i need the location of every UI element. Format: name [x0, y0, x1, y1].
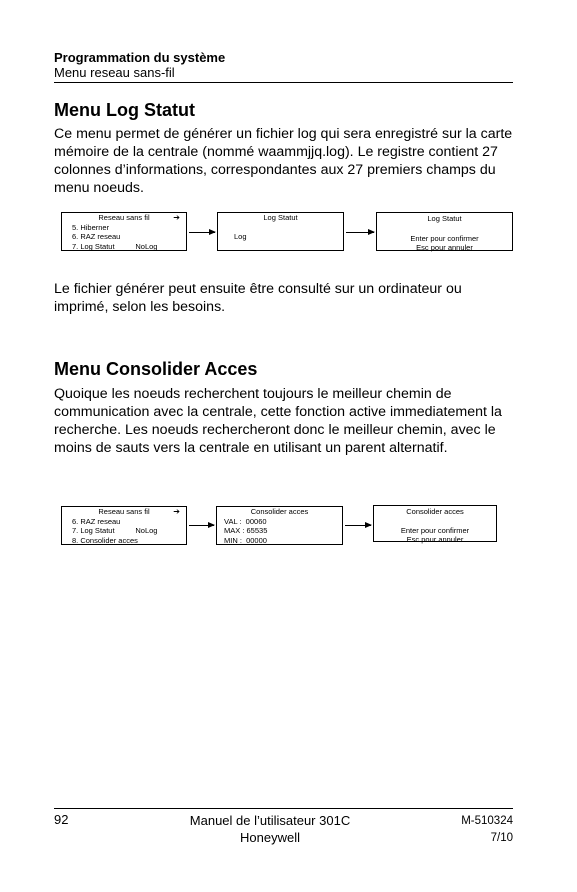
brand-name: Honeywell — [240, 830, 300, 845]
menu-box-log-statut — [217, 212, 344, 251]
menu-box-title: Log Statut — [427, 214, 462, 223]
menu-line: VAL : 00060 — [224, 516, 267, 526]
menu-line: MIN : 00000 — [224, 535, 267, 545]
flow-arrow-icon — [189, 525, 214, 526]
menu-line: 8. Consolider acces — [72, 535, 138, 545]
menu-line: 7. Log Statut NoLog — [72, 526, 158, 535]
menu-box-confirm — [373, 505, 497, 542]
menu-line: 7. Log Statut NoLog — [72, 241, 158, 251]
menu-box-confirm — [376, 212, 513, 251]
menu-line: 6. RAZ reseau — [72, 516, 121, 526]
manual-title: Manuel de l’utilisateur 301C — [189, 813, 351, 828]
footer-right — [461, 813, 513, 847]
header-divider — [54, 82, 513, 83]
menu-line: Enter pour confirmer — [410, 233, 479, 243]
menu-box-reseau — [61, 212, 187, 251]
menu-box-consolider — [216, 506, 343, 545]
menu-box-title: Consolider acces — [250, 507, 309, 516]
flow-arrow-icon — [189, 232, 215, 233]
menu-box-title: Consolider acces — [406, 507, 464, 516]
right-arrow-icon: ➔ — [173, 507, 180, 516]
document-version: 7/10 — [490, 832, 513, 844]
header-title: Programmation du système — [54, 50, 226, 65]
menu-line: Esc pour annuler — [406, 535, 464, 544]
section-heading-consolider: Menu Consolider Acces — [54, 359, 258, 379]
menu-box-reseau — [61, 506, 187, 545]
section-intro-log-statut: Ce menu permet de générer un fichier log qui sera enregistré sur la carte mémoire de la centrale (nommé waammjjq.log). Le registre contient 27 colonnes d’informations, correspondantes aux 27 premiers champs du menu noeuds. — [54, 126, 513, 196]
header-subtitle: Menu reseau sans-fil — [54, 65, 175, 80]
section-heading-log-statut: Menu Log Statut — [54, 100, 195, 120]
menu-line: Log — [234, 231, 247, 241]
section-intro-consolider: Quoique les noeuds recherchent toujours le meilleur chemin de communication avec la centrale, cette fonction active immediatement la recherche. Les noeuds rechercheront donc le meilleur chemin, avec le moins de sauts vers la centrale en utilisant un parent alternatif. — [54, 386, 502, 456]
flow-arrow-icon — [346, 232, 374, 233]
flow-arrow-icon — [345, 525, 371, 526]
menu-line: 6. RAZ reseau — [72, 232, 121, 241]
right-arrow-icon: ➔ — [173, 213, 180, 222]
footer-center — [160, 812, 380, 846]
menu-box-title: Reseau sans fil — [98, 507, 150, 516]
page-number: 92 — [54, 812, 69, 827]
menu-box-title: Log Statut — [263, 213, 298, 222]
menu-box-title: Reseau sans fil — [98, 213, 150, 222]
section-after-log-statut: Le fichier générer peut ensuite être consulté sur un ordinateur ou imprimé, selon les besoins. — [54, 281, 462, 315]
document-number: M-510324 — [461, 815, 513, 827]
menu-line: Enter pour confirmer — [400, 525, 470, 535]
menu-line: MAX : 65535 — [224, 526, 268, 535]
menu-line: Esc pour annuler — [416, 243, 473, 252]
menu-line: 5. Hiberner — [72, 222, 110, 232]
footer-divider — [54, 808, 513, 809]
